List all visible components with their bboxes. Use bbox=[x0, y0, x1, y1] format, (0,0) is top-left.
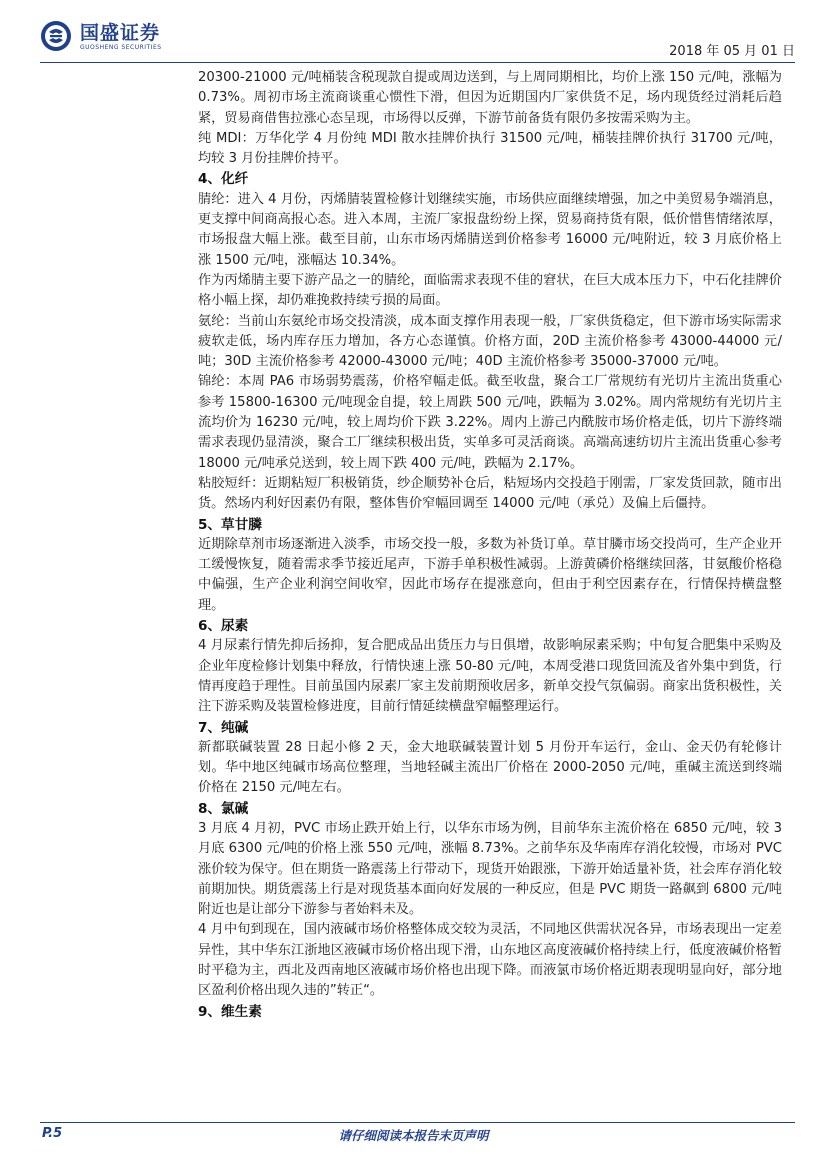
header-divider bbox=[40, 62, 795, 63]
section-heading: 7、纯碱 bbox=[198, 719, 249, 736]
section-heading: 9、维生素 bbox=[198, 1003, 262, 1020]
section-heading: 6、尿素 bbox=[198, 618, 249, 635]
body-paragraph: 新都联碱装置 28 日起小修 2 天，金大地联碱装置计划 5 月份开车运行，金山、金天仍有轮修计划。华中地区纯碱市场高位整理，当地轻碱主流出厂价格在 2000-2050 元/吨，重碱主流送到终端价格在 2150 元/吨左右。 bbox=[198, 739, 782, 796]
body-paragraph: 作为丙烯腈主要下游产品之一的腈纶，面临需求表现不佳的窘状，在巨大成本压力下，中石化挂牌价格小幅上探，却仍难挽救持续亏损的局面。 bbox=[198, 272, 782, 309]
body-paragraph: 氨纶：当前山东氨纶市场交投清淡，成本面支撑作用表现一般，厂家供货稳定，但下游市场实际需求疲软走低，场内库存压力增加，各方心态谨慎。价格方面，20D 主流价格参考 43000-44000 元/吨；30D 主流价格参考 42000-43000 元/吨；40D 主流价格参考 35000-37000 元/吨。 bbox=[198, 313, 782, 370]
guosheng-logo-icon bbox=[40, 20, 72, 52]
body-paragraph: 4 月中旬到现在，国内液碱市场价格整体成交较为灵活，不同地区供需状况各异，市场表现出一定差异性，其中华东江浙地区液碱市场价格出现下滑，山东地区高度液碱价格持续上行，低度液碱价格暂时平稳为主，西北及西南地区液碱市场价格也出现下降。而液氯市场价格近期表现明显向好，部分地区盈利价格出现久违的”转正“。 bbox=[198, 922, 782, 999]
report-date: 2018 年 05 月 01 日 bbox=[669, 44, 795, 59]
footer-divider bbox=[40, 1122, 795, 1123]
body-paragraph: 腈纶：进入 4 月份，丙烯腈装置检修计划继续实施，市场供应面继续增强，加之中美贸易争端消息，更支撑中间商高报心态。进入本周，主流厂家报盘纷纷上探，贸易商持货有限，低价惜售情绪浓厚，市场报盘大幅上涨。截至目前，山东市场丙烯腈送到价格参考 16000 元/吨附近，较 3 月底价格上涨 1500 元/吨，涨幅达 10.34%。 bbox=[198, 191, 782, 268]
footer-disclaimer: 请仔细阅读本报告末页声明 bbox=[338, 1128, 489, 1143]
brand-name-en: GUOSHENG SECURITIES bbox=[80, 43, 162, 51]
body-paragraph: 纯 MDI：万华化学 4 月份纯 MDI 散水挂牌价执行 31500 元/吨，桶装挂牌价执行 31700 元/吨，均较 3 月份挂牌价持平。 bbox=[198, 130, 782, 167]
section-heading: 4、化纤 bbox=[198, 171, 249, 188]
brand-name: 国盛证券 bbox=[80, 21, 161, 44]
body-paragraph: 近期除草剂市场逐渐进入淡季，市场交投一般，多数为补货订单。草甘膦市场交投尚可，生产企业开工缓慢恢复，随着需求季节接近尾声，下游手单积极性减弱。上游黄磷价格继续回落，甘氨酸价格稳中偏强，生产企业利润空间收窄，因此市场存在提涨意向，但由于利空因素存在，行情保持横盘整理。 bbox=[198, 536, 782, 613]
section-heading: 5、草甘膦 bbox=[198, 516, 262, 533]
body-paragraph: 粘胶短纤：近期粘短厂积极销货，纱企顺势补仓后，粘短场内交投趋于刚需，厂家发货回款，随市出货。然场内利好因素仍有限，整体售价窄幅回调至 14000 元/吨（承兑）及偏上后僵持。 bbox=[198, 475, 782, 512]
report-body bbox=[198, 68, 782, 1022]
page-number: P.5 bbox=[42, 1126, 63, 1141]
section-heading: 8、氯碱 bbox=[198, 800, 249, 817]
body-paragraph: 3 月底 4 月初，PVC 市场止跌开始上行，以华东市场为例，目前华东主流价格在 6850 元/吨，较 3 月底 6300 元/吨的价格上涨 550 元/吨，涨幅 8.73%。之前华东及华南库存消化较慢，市场对 PVC 涨价较为保守。但在期货一路震荡上行带动下，现货开始跟涨，下游开始适量补货，社会库存消化较前期加快。期货震荡上行是对现货基本面向好发展的一种反应，但是 PVC 期货一路飙到 6800 元/吨附近也是让部分下游参与者始料未及。 bbox=[198, 820, 782, 918]
body-paragraph: 锦纶：本周 PA6 市场弱势震荡，价格窄幅走低。截至收盘，聚合工厂常规纺有光切片主流出货重心参考 15800-16300 元/吨现金自提，较上周跌 500 元/吨，跌幅为 3.02%。周内常规纺有光切片主流均价为 16230 元/吨，较上周均价下跌 3.22%。周内上游己内酰胺市场价格走低，切片下游终端需求表现仍显清淡，聚合工厂继续积极出货，实单多可灵活商谈。高端高速纺切片主流出货重心参考 18000 元/吨承兑送到，较上周下跌 400 元/吨，跌幅为 2.17%。 bbox=[198, 374, 782, 471]
body-paragraph: 20300-21000 元/吨桶装含税现款自提或周边送到，与上周同期相比，均价上涨 150 元/吨，涨幅为 0.73%。周初市场主流商谈重心惯性下滑，但因为近期国内厂家供货不足，场内现货经过消耗后趋紧，贸易商借售拉涨心态呈现，市场得以反弹，下游节前备货有限仍多按需采购为主。 bbox=[198, 70, 782, 126]
body-paragraph: 4 月尿素行情先抑后扬抑，复合肥成品出货压力与日俱增，故影响尿素采购；中旬复合肥集中采购及企业年度检修计划集中释放，行情快速上涨 50-80 元/吨，本周受港口现货回流及省外集中到货，行情再度趋于理性。目前虽国内尿素厂家主发前期预收居多，新单交投气氛偏弱。商家出货积极性，关注下游采购及装置检修进度，目前行情延续横盘窄幅整理运行。 bbox=[198, 638, 782, 715]
brand-logo bbox=[40, 20, 162, 52]
page-header bbox=[40, 20, 795, 66]
